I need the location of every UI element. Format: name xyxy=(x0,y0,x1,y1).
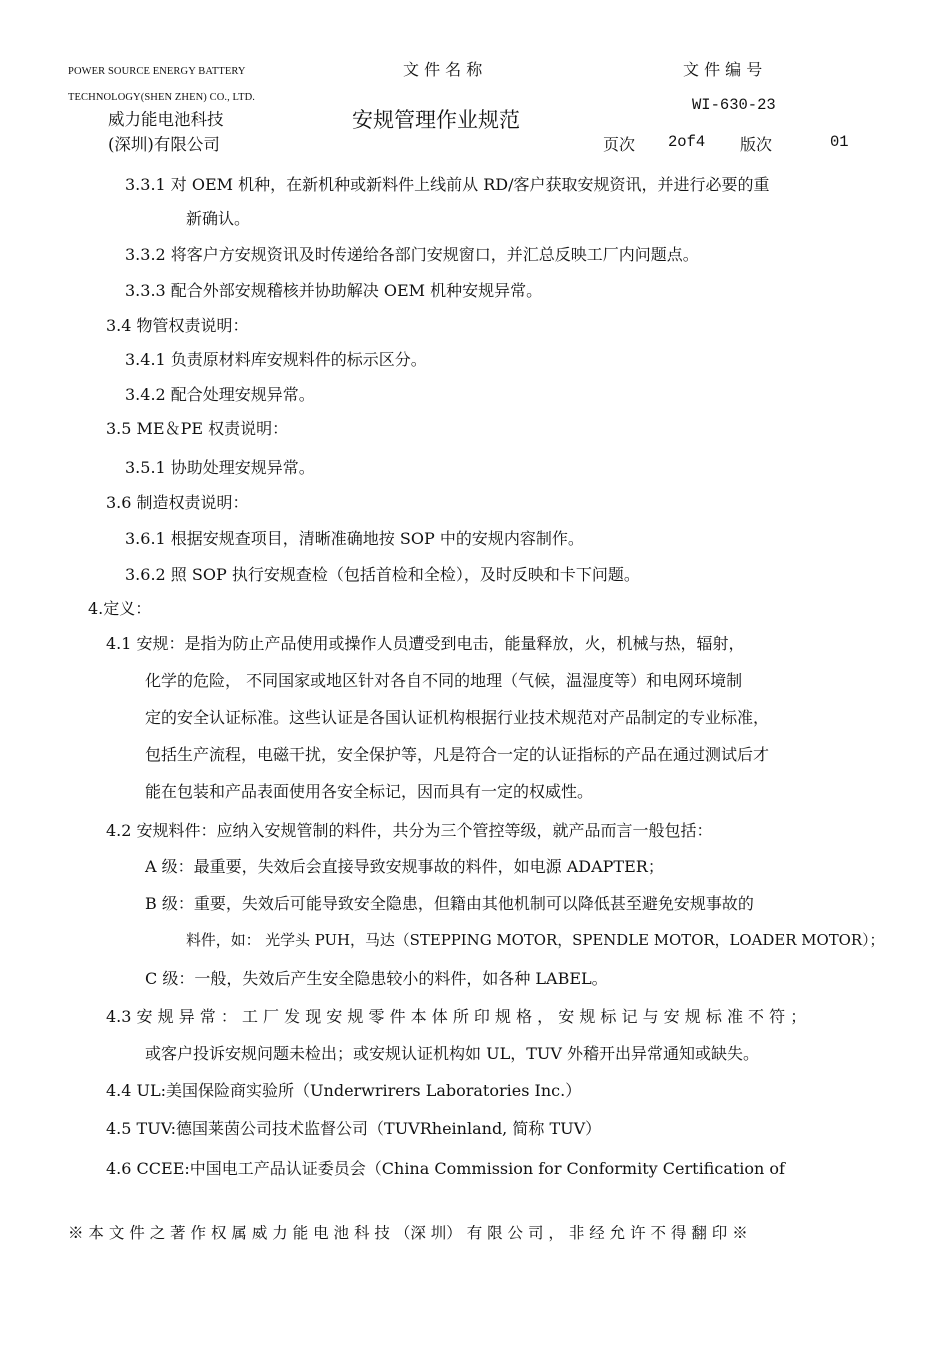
body-line: 4.2 安规料件：应纳入安规管制的料件，共分为三个管控等级，就产品而言一般包括： xyxy=(106,821,713,840)
body-line: 包括生产流程，电磁干扰，安全保护等，凡是符合一定的认证指标的产品在通过测试后才 xyxy=(145,745,770,764)
body-line: B 级：重要，失效后可能导致安全隐患，但籍由其他机制可以降低甚至避免安规事故的 xyxy=(145,894,754,913)
body-line: C 级：一般，失效后产生安全隐患较小的料件，如各种 LABEL。 xyxy=(145,969,608,988)
company-name-cn-line2: (深圳)有限公司 xyxy=(108,135,220,154)
body-line: A 级：最重要，失效后会直接导致安规事故的料件，如电源 ADAPTER； xyxy=(145,857,664,876)
company-name-en-line1: POWER SOURCE ENERGY BATTERY xyxy=(68,66,246,77)
body-line: 3.3.1 对 OEM 机种，在新机种或新料件上线前从 RD/客户获取安规资讯，并进行必要的重 xyxy=(125,175,770,194)
body-line: 3.3.3 配合外部安规稽核并协助解决 OEM 机种安规异常。 xyxy=(125,281,543,300)
version-label: 版次 xyxy=(740,135,773,154)
company-name-en-line2: TECHNOLOGY(SHEN ZHEN) CO., LTD. xyxy=(68,92,256,103)
section-heading: 3.4 物管权责说明： xyxy=(106,316,249,335)
body-line: 4.3 安 规 异 常 ： 工 厂 发 现 安 规 零 件 本 体 所 印 规 格 ， 安 规 标 记 与 安 规 标 准 不 符 ； xyxy=(106,1007,807,1026)
body-line: 料件，如： 光学头 PUH，马达（STEPPING MOTOR，SPENDLE MOTOR，LOADER MOTOR）； xyxy=(186,931,885,949)
doc-no-label: 文 件 编 号 xyxy=(683,60,763,79)
page-label: 页次 xyxy=(603,135,636,154)
body-line: 或客户投诉安规问题未检出；或安规认证机构如 UL，TUV 外稽开出异常通知或缺失。 xyxy=(145,1044,759,1063)
section-heading: 3.5 ME＆PE 权责说明： xyxy=(106,419,289,438)
body-line: 能在包装和产品表面使用各安全标记，因而具有一定的权威性。 xyxy=(145,782,594,801)
body-line: 4.4 UL:美国保险商实验所（Underwrirers Laboratories Inc.） xyxy=(106,1081,582,1100)
body-line: 化学的危险， 不同国家或地区针对各自不同的地理（气候，温湿度等）和电网环境制 xyxy=(145,671,743,690)
section-heading: 3.6 制造权责说明： xyxy=(106,493,249,512)
body-line: 新确认。 xyxy=(186,209,251,228)
body-line: 3.4.1 负责原材料库安规料件的标示区分。 xyxy=(125,350,427,369)
body-line: 4.6 CCEE:中国电工产品认证委员会（China Commission for Conformity Certification of xyxy=(106,1159,785,1178)
doc-title: 安规管理作业规范 xyxy=(352,108,520,132)
body-line: 4.1 安规：是指为防止产品使用或操作人员遭受到电击，能量释放，火，机械与热，辐射， xyxy=(106,634,745,653)
body-line: 3.6.1 根据安规查项目，清晰准确地按 SOP 中的安规内容制作。 xyxy=(125,529,584,548)
body-line: 3.6.2 照 SOP 执行安规查检（包括首检和全检），及时反映和卡下问题。 xyxy=(125,565,640,584)
doc-name-label: 文 件 名 称 xyxy=(403,60,483,79)
body-line: 3.4.2 配合处理安规异常。 xyxy=(125,385,315,404)
version-value: 01 xyxy=(830,133,849,151)
body-line: 3.3.2 将客户方安规资讯及时传递给各部门安规窗口，并汇总反映工厂内问题点。 xyxy=(125,245,699,264)
page-value: 2of4 xyxy=(668,133,706,151)
copyright-footer: ※ 本 文 件 之 著 作 权 属 威 力 能 电 池 科 技 （深 圳） 有 限 公 司 ， 非 经 允 许 不 得 翻 印 ※ xyxy=(68,1224,748,1242)
section-heading: 4.定义： xyxy=(88,599,152,618)
body-line: 3.5.1 协助处理安规异常。 xyxy=(125,458,315,477)
doc-no: WI-630-23 xyxy=(692,96,776,114)
company-name-cn-line1: 威力能电池科技 xyxy=(108,110,224,129)
body-line: 定的安全认证标准。这些认证是各国认证机构根据行业技术规范对产品制定的专业标准， xyxy=(145,708,770,727)
body-line: 4.5 TUV:德国莱茵公司技术监督公司（TUVRheinland, 简称 TUV） xyxy=(106,1119,602,1138)
